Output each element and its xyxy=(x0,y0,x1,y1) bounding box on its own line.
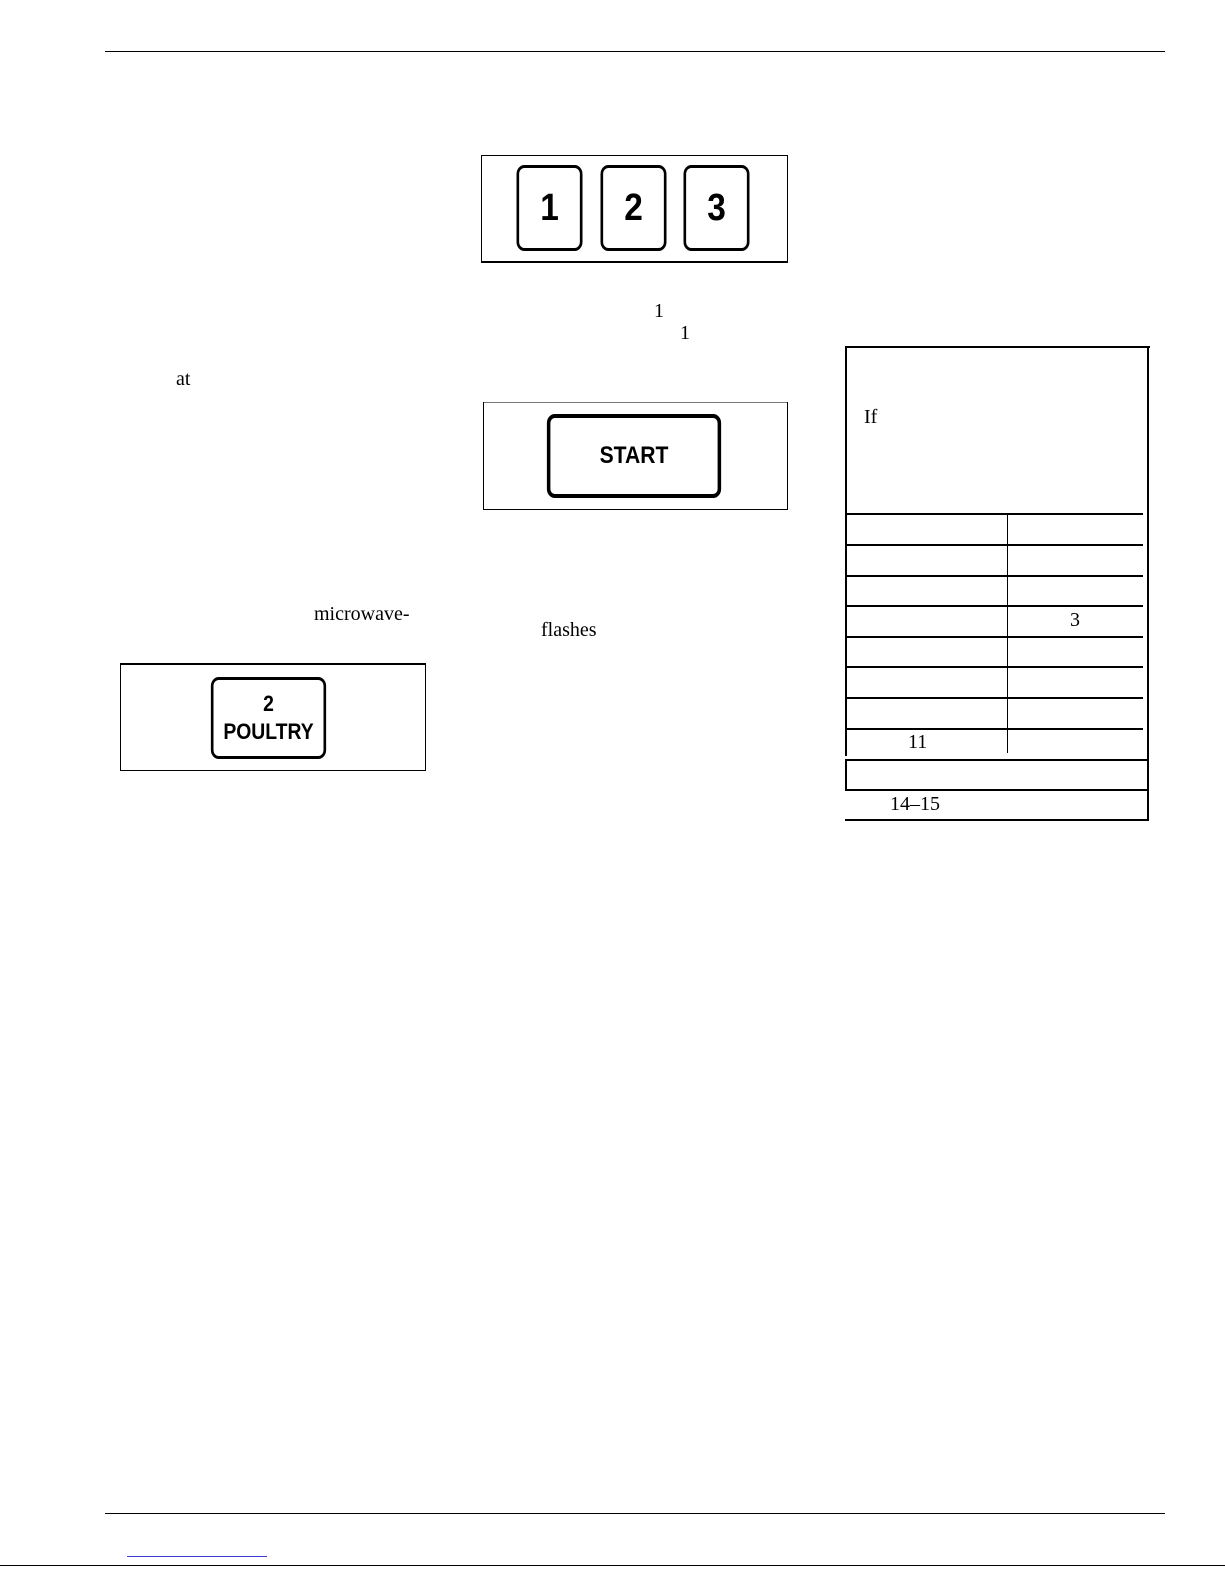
start-panel xyxy=(483,402,788,510)
step-mark-a: 1 xyxy=(654,300,664,322)
number-key-3-label: 3 xyxy=(707,187,726,229)
header-rule xyxy=(105,51,1165,52)
bottom-link-underline xyxy=(127,1556,267,1557)
poultry-button[interactable] xyxy=(211,677,326,759)
number-key-1[interactable] xyxy=(517,165,583,251)
poultry-panel xyxy=(120,663,426,771)
side-box-if-text: If xyxy=(864,406,878,428)
at-text: at xyxy=(176,368,191,390)
start-button[interactable] xyxy=(547,414,721,498)
number-key-2-label: 2 xyxy=(624,187,643,229)
poultry-button-number: 2 xyxy=(263,691,274,716)
number-key-3[interactable] xyxy=(684,165,750,251)
number-keys-panel xyxy=(481,155,788,263)
number-key-2[interactable] xyxy=(601,165,667,251)
poultry-button-label: POULTRY xyxy=(223,719,314,744)
flashes-text: flashes xyxy=(541,619,597,641)
step-mark-b: 1 xyxy=(680,322,690,344)
microwave-text: microwave- xyxy=(314,603,410,625)
number-key-1-label: 1 xyxy=(540,187,559,229)
page-bottom-rule xyxy=(0,1565,1225,1566)
side-table-row-left: 11 xyxy=(908,731,928,753)
side-box-pages-text: 14–15 xyxy=(890,793,940,815)
start-button-label: START xyxy=(599,442,669,469)
footer-rule xyxy=(105,1513,1165,1514)
side-table-row-right: 3 xyxy=(1070,609,1080,631)
